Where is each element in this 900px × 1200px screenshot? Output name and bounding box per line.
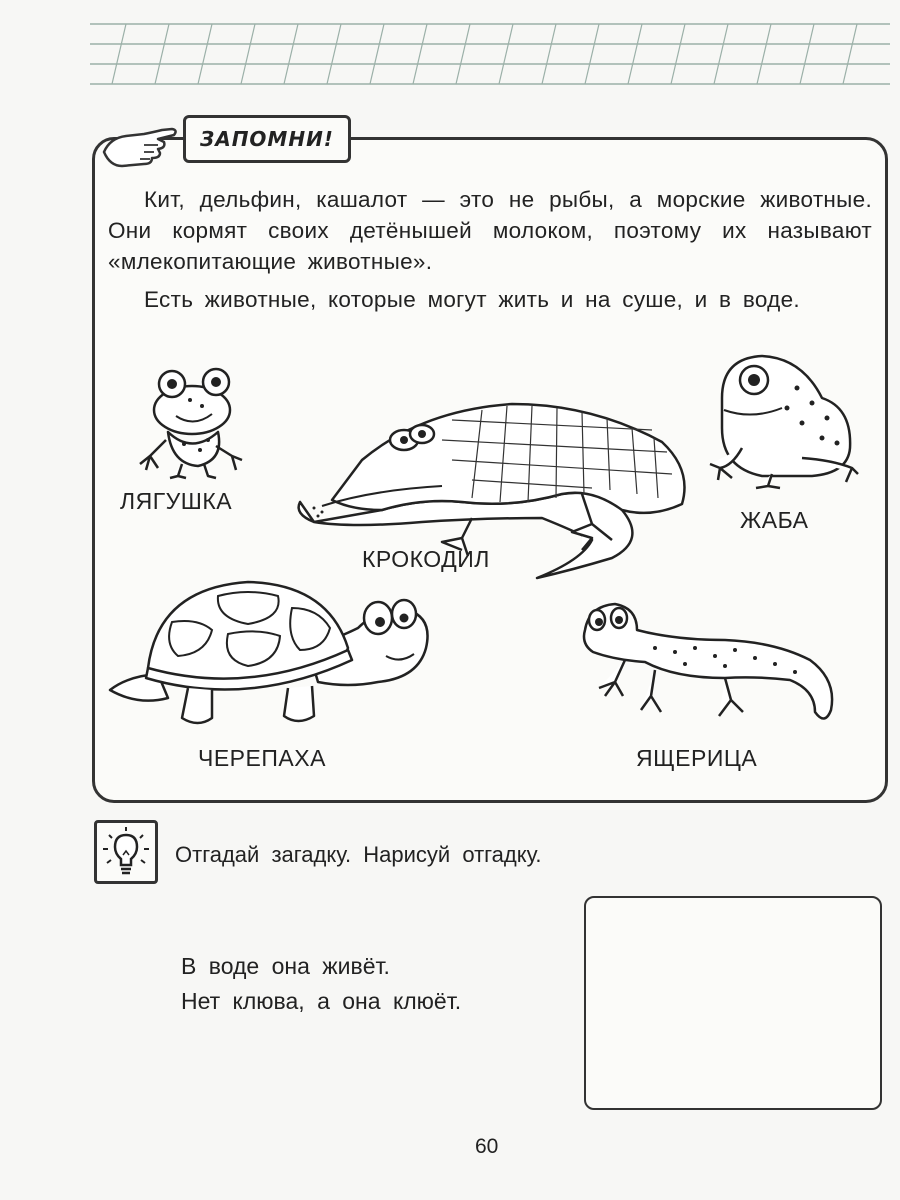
handwriting-guide-lines — [90, 22, 890, 86]
frog-label: ЛЯГУШКА — [120, 488, 233, 514]
riddle-line-1: В воде она живёт. — [181, 953, 390, 979]
task-instruction: Отгадай загадку. Нарисуй отгадку. — [175, 842, 542, 867]
remember-label: ЗАПОМНИ! — [183, 115, 351, 163]
answer-drawing-box[interactable] — [584, 896, 882, 1110]
crocodile-label: КРОКОДИЛ — [362, 546, 490, 572]
turtle-illustration — [108, 578, 433, 733]
lightbulb-icon — [97, 823, 155, 881]
frog-illustration — [132, 360, 247, 480]
riddle-line-2: Нет клюва, а она клюёт. — [181, 988, 462, 1014]
lizard-label: ЯЩЕРИЦА — [636, 745, 758, 771]
lizard-illustration — [575, 600, 837, 730]
rule-paragraph-2: Есть животные, которые могут жить и на суше, и в воде. — [144, 287, 800, 312]
toad-illustration — [702, 348, 862, 493]
toad-label: ЖАБА — [740, 507, 809, 533]
pointing-hand-icon — [100, 118, 180, 170]
rule-paragraph-1: Кит, дельфин, кашалот — это не рыбы, а морские животные. Они кормят своих детёнышей молоком, поэтому их называют «млекопитающие животные». — [108, 187, 872, 274]
crocodile-illustration — [292, 390, 692, 585]
page-number: 60 — [475, 1135, 499, 1158]
task-icon-frame — [94, 820, 158, 884]
turtle-label: ЧЕРЕПАХА — [198, 745, 326, 771]
